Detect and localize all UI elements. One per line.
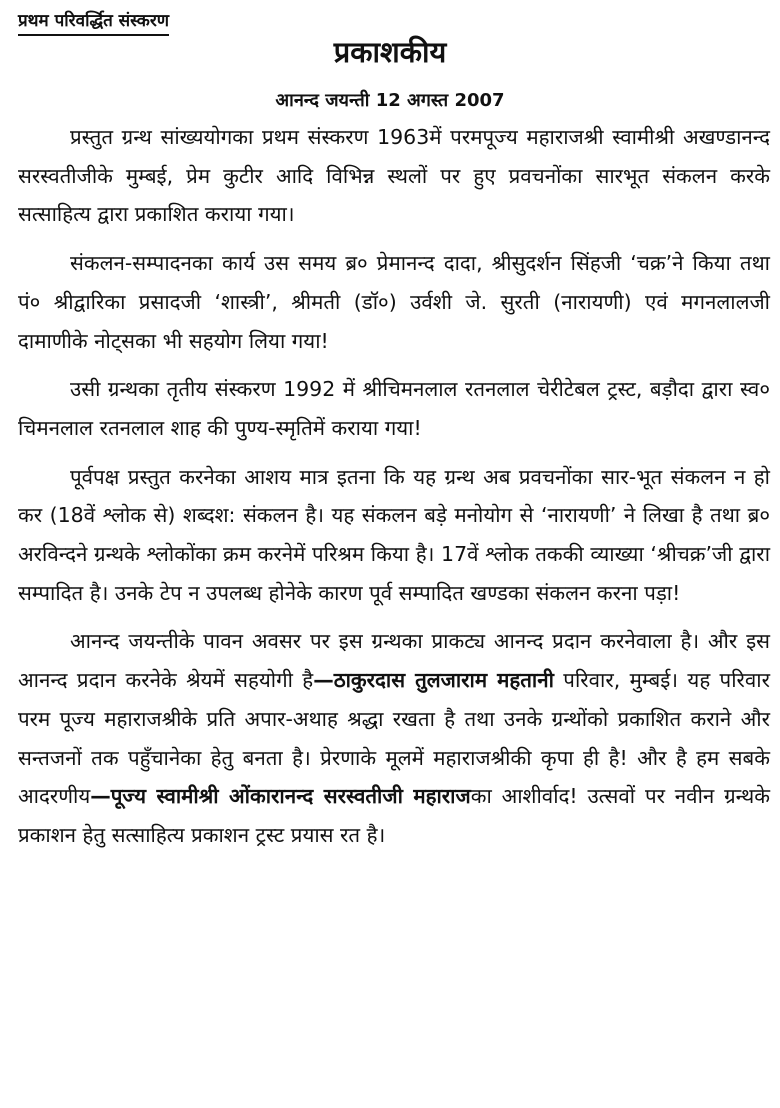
paragraph-3: उसी ग्रन्थका तृतीय संस्करण 1992 में श्रीचिमनलाल रतनलाल चेरीटेबल ट्रस्ट, बड़ौदा द्वारा स्व० चिमनलाल रतनलाल शाह की पुण्य-स्मृतिमें कराया गया! bbox=[18, 377, 770, 440]
paragraph-4: पूर्वपक्ष प्रस्तुत करनेका आशय मात्र इतना कि यह ग्रन्थ अब प्रवचनोंका सार-भूत संकलन न हो कर (18वें श्लोक से) शब्दश: संकलन है। यह संकलन बड़े मनोयोग से ‘नारायणी’ ने लिखा है तथा ब्र० अरविन्दने ग्रन्थके श्लोकोंका क्रम करनेमें परिश्रम किया है। 17वें श्लोक तककी व्याख्या ‘श्रीचक्र’जी द्वारा सम्पादित है। उनके टेप न उपलब्ध होनेके कारण पूर्व सम्पादित खण्डका संकलन करना पड़ा! bbox=[18, 464, 770, 605]
page-title: प्रकाशकीय bbox=[333, 35, 447, 69]
edition-label: प्रथम परिवर्द्धित संस्करण bbox=[18, 8, 169, 36]
paragraph-5-text-2: परिवार, मुम्बई। यह परिवार परम पूज्य महाराजश्रीके प्रति अपार-अथाह श्रद्धा रखता है तथा उनके ग्रन्थोंको प्रकाशित कराने और सन्तजनों तक पहुँचानेका हेतु बनता है। प्रेरणाके मूलमें महाराजश्रीकी कृपा ही है! और है हम सबके आदरणीय bbox=[18, 668, 770, 809]
paragraph-5-text-3: का आशीर्वाद! उत्सवों पर नवीन ग्रन्थके प्रकाशन हेतु सत्साहित्य प्रकाशन ट्रस्ट प्रयास रत है। bbox=[18, 784, 770, 847]
paragraph-5 bbox=[18, 622, 770, 854]
dateline: आनन्द जयन्ती 12 अगस्त 2007 bbox=[275, 90, 505, 111]
paragraph-2: संकलन-सम्पादनका कार्य उस समय ब्र० प्रेमानन्द दादा, श्रीसुदर्शन सिंहजी ‘चक्र’ने किया तथा पं० श्रीद्वारिका प्रसादजी ‘शास्त्री’, श्रीमती (डॉ०) उर्वशी जे. सुरती (नारायणी) एवं मगनलालजी दामाणीके नोट्सका भी सहयोग लिया गया! bbox=[18, 251, 770, 353]
paragraph-5-text-1: आनन्द जयन्तीके पावन अवसर पर इस ग्रन्थका प्राकट्य आनन्द प्रदान करनेवाला है। और इस आनन्द प्रदान करनेके श्रेयमें सहयोगी है bbox=[18, 629, 770, 693]
paragraph-1: प्रस्तुत ग्रन्थ सांख्ययोगका प्रथम संस्करण 1963में परमपूज्य महाराजश्री स्वामीश्री अखण्डानन्द सरस्वतीजीके मुम्बई, प्रेम कुटीर आदि विभिन्न स्थलों पर हुए प्रवचनोंका सारभूत संकलन करके सत्साहित्य द्वारा प्रकाशित कराया गया। bbox=[18, 125, 770, 227]
body-text bbox=[18, 118, 770, 865]
paragraph-5-bold-name-1: —ठाकुरदास तुलजाराम महतानी bbox=[313, 668, 554, 693]
paragraph-5-bold-name-2: —पूज्य स्वामीश्री ओंकारानन्द सरस्वतीजी महाराज bbox=[90, 784, 471, 809]
